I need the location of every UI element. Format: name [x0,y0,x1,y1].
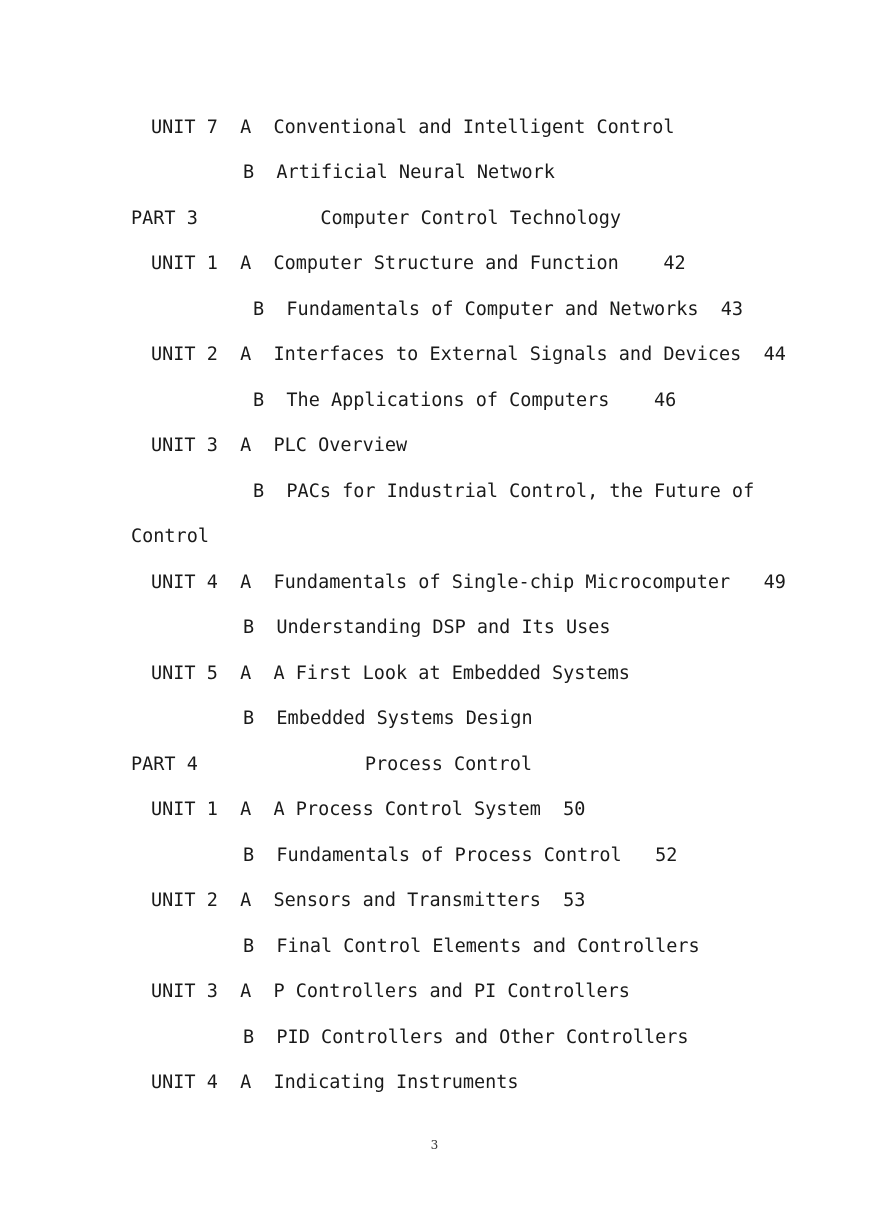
toc-entry: B PACs for Industrial Control, the Future of [253,481,755,502]
page-number: 3 [430,1138,439,1152]
toc-entry: B PID Controllers and Other Controllers [243,1027,689,1048]
toc-entry: B Understanding DSP and Its Uses [243,617,611,638]
toc-entry: UNIT 3 A PLC Overview [151,435,408,456]
toc-entry: B Embedded Systems Design [243,708,533,729]
part-heading: PART 4 Process Control [131,754,532,775]
toc-entry: UNIT 4 A Fundamentals of Single-chip Microcomputer 49 [151,572,786,593]
toc-entry: UNIT 1 A A Process Control System 50 [151,799,586,820]
toc-entry: B The Applications of Computers 46 [253,390,677,411]
toc-entry: UNIT 5 A A First Look at Embedded Systems [151,663,630,684]
toc-entry: UNIT 3 A P Controllers and PI Controllers [151,981,630,1002]
toc-entry-continuation: Control [131,526,209,547]
toc-entry: UNIT 7 A Conventional and Intelligent Control [151,117,675,138]
toc-entry: B Final Control Elements and Controllers [243,936,700,957]
toc-entry: UNIT 4 A Indicating Instruments [151,1072,519,1093]
toc-entry: B Fundamentals of Computer and Networks 43 [253,299,744,320]
toc-entry: UNIT 2 A Interfaces to External Signals and Devices 44 [151,344,786,365]
toc-entry: UNIT 1 A Computer Structure and Function 42 [151,253,686,274]
toc-entry: UNIT 2 A Sensors and Transmitters 53 [151,890,586,911]
toc-entry: B Artificial Neural Network [243,162,555,183]
toc-entry: B Fundamentals of Process Control 52 [243,845,678,866]
part-heading: PART 3 Computer Control Technology [131,208,622,229]
